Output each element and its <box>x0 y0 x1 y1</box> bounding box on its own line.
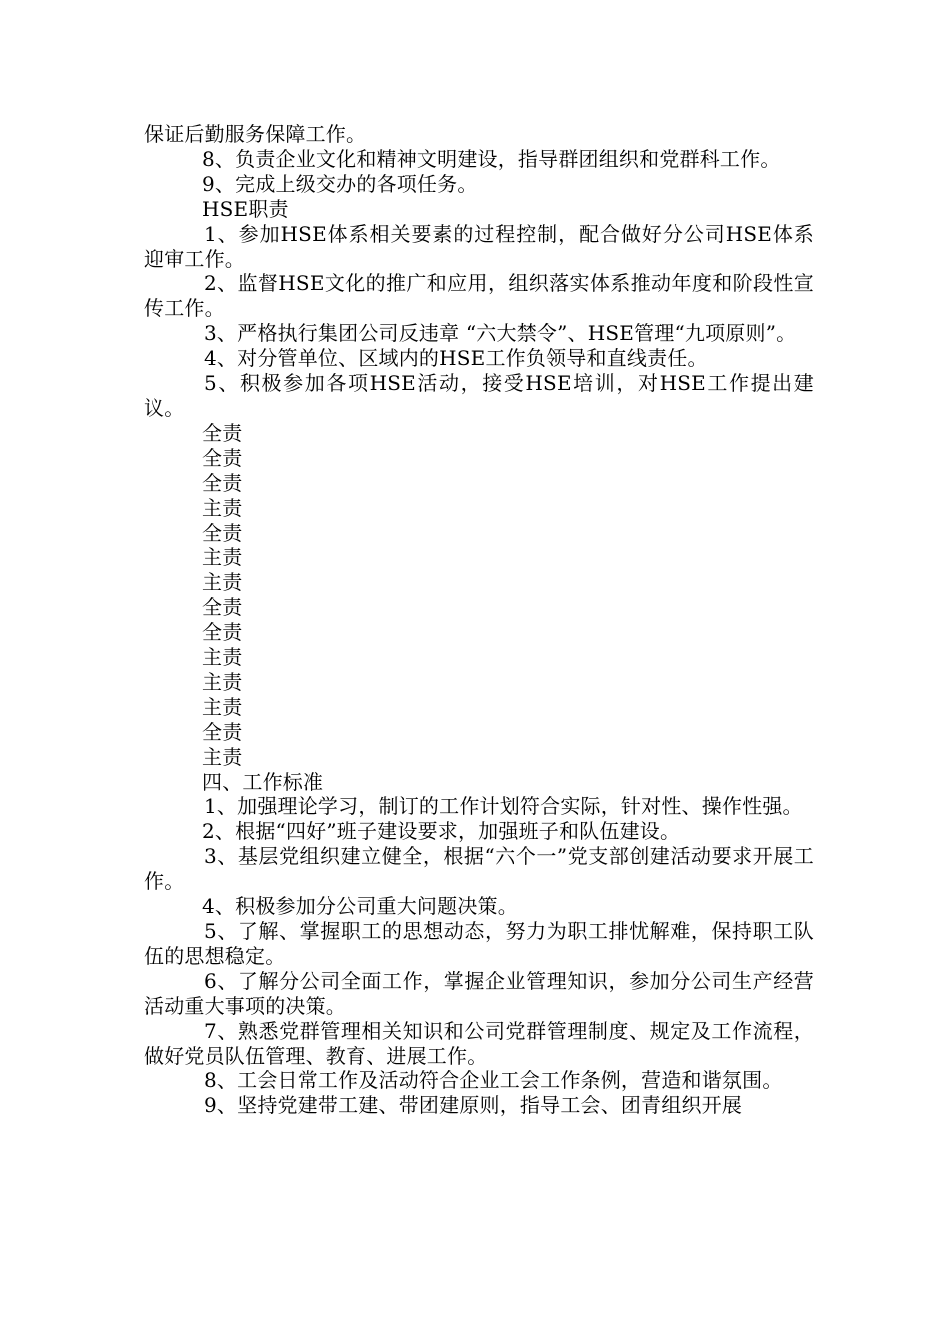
standard-item-6: 6、了解分公司全面工作，掌握企业管理知识，参加分公司生产经营活动重大事项的决策。 <box>144 968 814 1018</box>
hse-item-2: 2、监督HSE文化的推广和应用，组织落实体系推动年度和阶段性宣传工作。 <box>144 271 814 321</box>
responsibility-item: 全责 <box>202 719 243 744</box>
standard-item-9: 9、坚持党建带工建、带团建原则，指导工会、团青组织开展 <box>204 1093 743 1118</box>
standard-item-5: 5、了解、掌握职工的思想动态，努力为职工排忧解难，保持职工队伍的思想稳定。 <box>144 919 814 968</box>
standard-item-7: 7、熟悉党群管理相关知识和公司党群管理制度、规定及工作流程，做好党员队伍管理、教育、进展工作。 <box>144 1018 814 1068</box>
standard-item-3: 3、基层党组织建立健全，根据“六个一”党支部创建活动要求开展工作。 <box>144 844 814 894</box>
hse-item-1: 1、参加HSE体系相关要素的过程控制，配合做好分公司HSE体系迎审工作。 <box>144 221 814 271</box>
paragraph-continuation: 保证后勤服务保障工作。 <box>144 122 367 146</box>
standard-item-2: 2、根据“四好”班子建设要求，加强班子和队伍建设。 <box>202 819 681 844</box>
responsibility-item: 全责 <box>202 470 243 495</box>
standard-item-4: 4、积极参加分公司重大问题决策。 <box>202 894 518 919</box>
standard-item-8: 8、工会日常工作及活动符合企业工会工作条例，营造和谐氛围。 <box>204 1068 783 1093</box>
responsibility-item: 全责 <box>202 520 243 545</box>
standards-heading: 四、工作标准 <box>202 769 324 794</box>
standard-item-1: 1、加强理论学习，制订的工作计划符合实际，针对性、操作性强。 <box>204 794 803 819</box>
responsibility-item: 主责 <box>202 694 243 719</box>
hse-item-5: 5、积极参加各项HSE活动，接受HSE培训，对HSE工作提出建议。 <box>144 371 814 420</box>
responsibility-item: 主责 <box>202 669 243 694</box>
responsibility-item: 主责 <box>202 570 243 595</box>
responsibility-item: 全责 <box>202 595 243 620</box>
responsibility-item: 主责 <box>202 645 243 670</box>
duty-item-8: 8、负责企业文化和精神文明建设，指导群团组织和党群科工作。 <box>202 146 781 171</box>
responsibility-item: 主责 <box>202 744 243 769</box>
responsibility-item: 主责 <box>202 545 243 570</box>
responsibility-item: 全责 <box>202 420 243 445</box>
responsibility-item: 主责 <box>202 495 243 520</box>
responsibility-item: 全责 <box>202 620 243 645</box>
duty-item-9: 9、完成上级交办的各项任务。 <box>202 171 478 196</box>
responsibility-item: 全责 <box>202 445 243 470</box>
document-body <box>144 122 814 1118</box>
hse-item-3: 3、严格执行集团公司反违章 “六大禁令”、HSE管理“九项原则”。 <box>204 321 797 346</box>
hse-item-4: 4、对分管单位、区域内的HSE工作负领导和直线责任。 <box>204 346 708 371</box>
hse-heading: HSE职责 <box>202 196 289 221</box>
responsibility-list <box>144 421 814 770</box>
